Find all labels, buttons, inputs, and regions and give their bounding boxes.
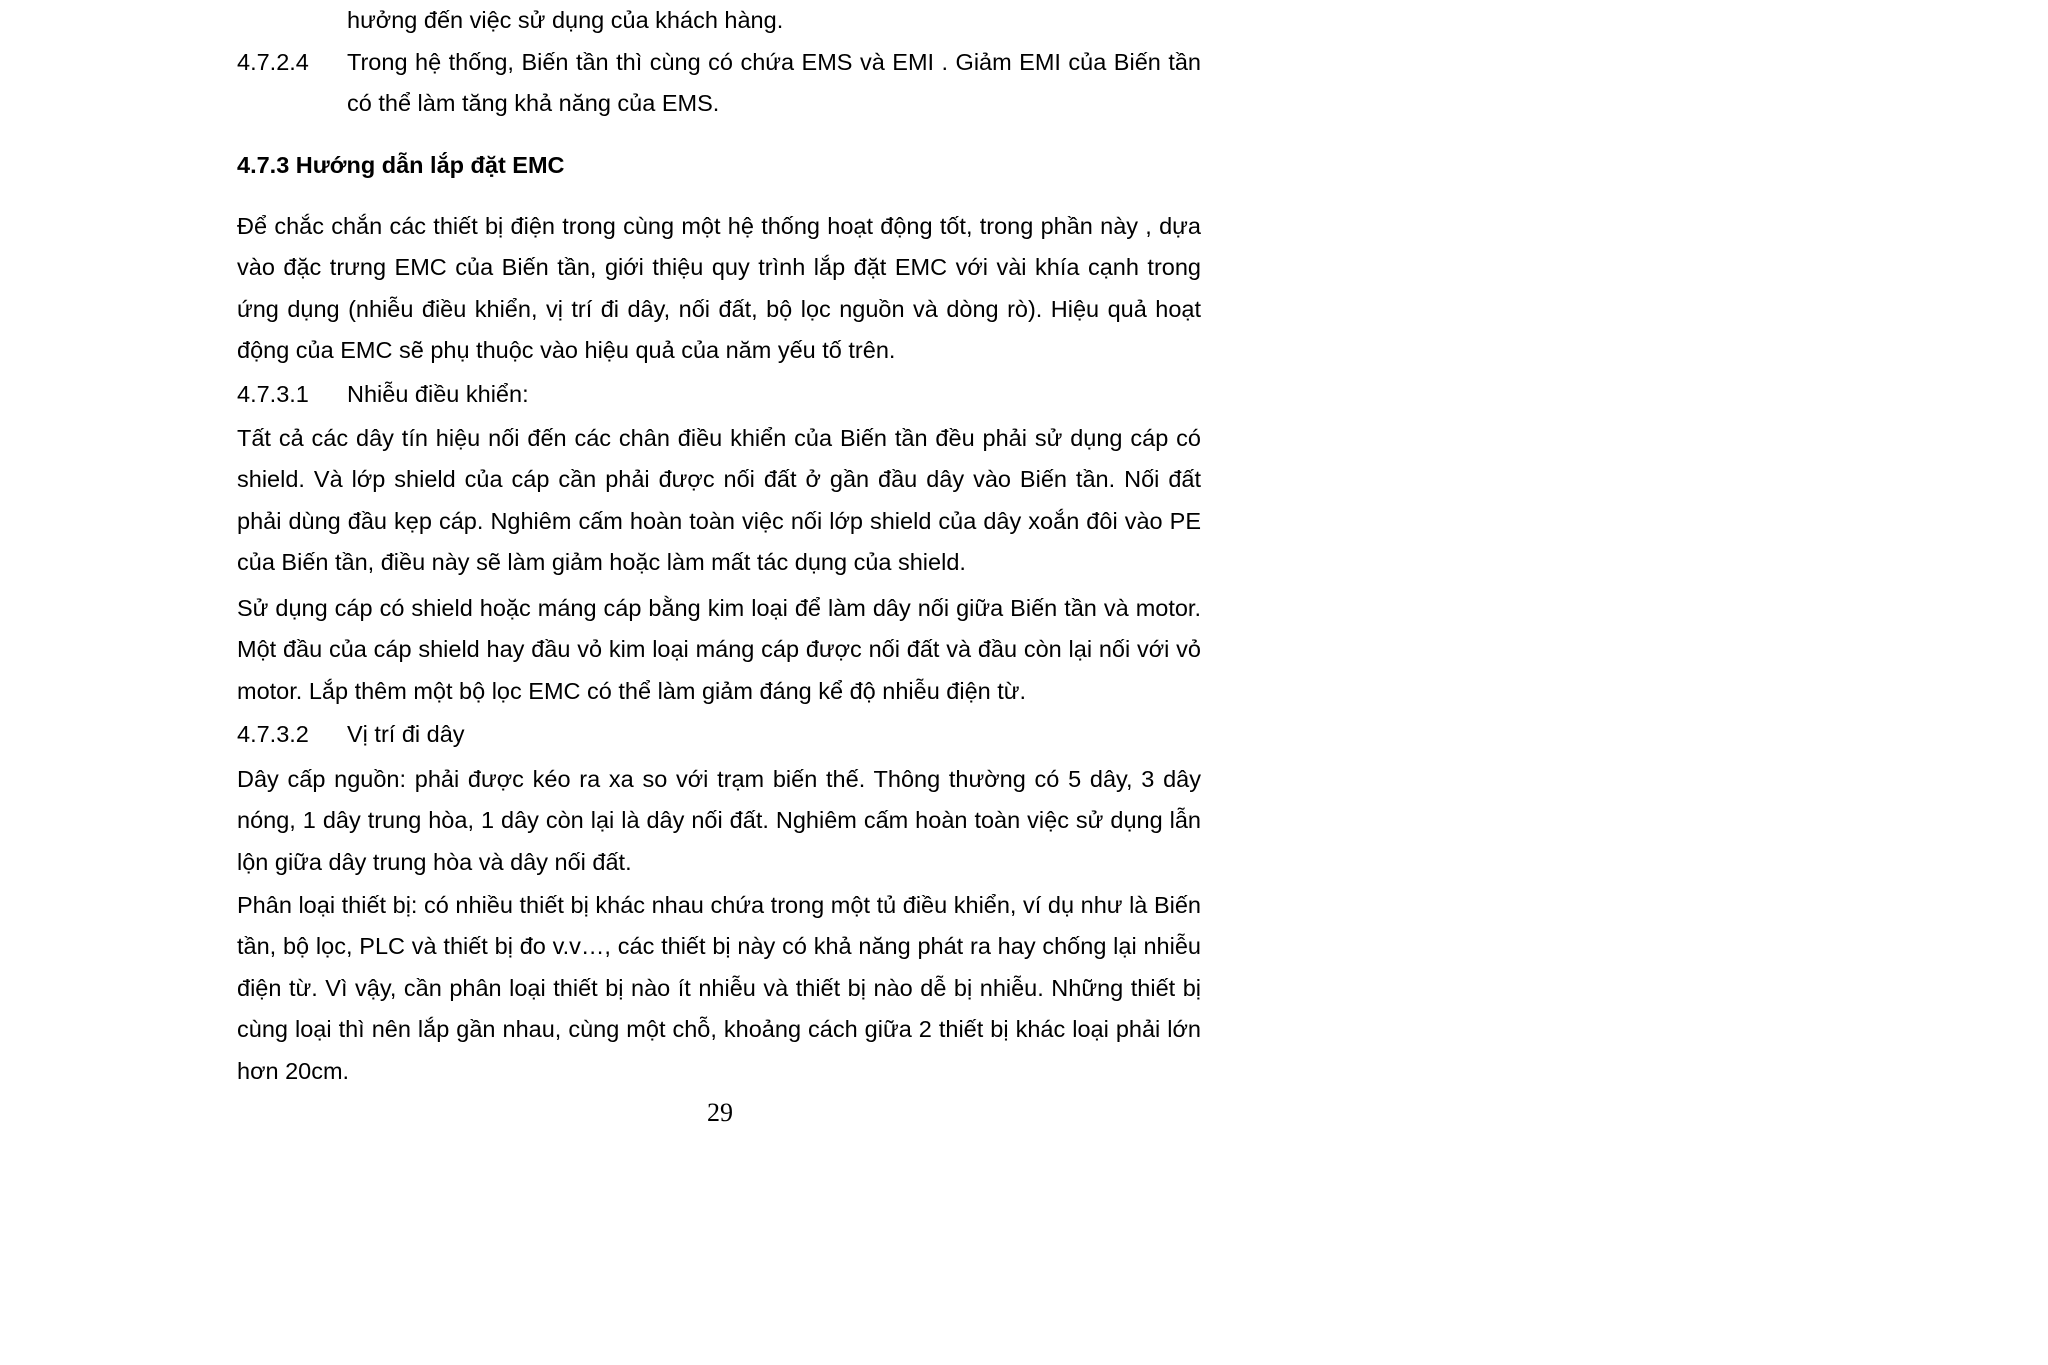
- item-number: 4.7.2.4: [237, 49, 309, 75]
- item-title: Nhiễu điều khiển:: [347, 381, 529, 407]
- paragraph-shield: Tất cả các dây tín hiệu nối đến các chân điều khiển của Biến tần đều phải sử dụng cáp có shield. Và lớp shield của cáp cần phải được nối đất ở gần đầu dây vào Biến tần. Nối đất phải dùng đầu kẹp cáp. Nghiêm cấm hoàn toàn việc nối lớp shield của dây xoắn đôi vào PE của Biến tần, điều này sẽ làm giảm hoặc làm mất tác dụng của shield.: [237, 425, 1201, 576]
- item-number: 4.7.3.2: [237, 721, 309, 747]
- page-number: 29: [707, 1098, 733, 1127]
- item-4-7-3-2: [237, 714, 1201, 755]
- item-4-7-2-4: [237, 42, 1201, 125]
- paragraph-power-supply: Dây cấp nguồn: phải được kéo ra xa so với trạm biến thế. Thông thường có 5 dây, 3 dây nóng, 1 dây trung hòa, 1 dây còn lại là dây nối đất. Nghiêm cấm hoàn toàn việc sử dụng lẫn lộn giữa dây trung hòa và dây nối đất.: [237, 766, 1201, 875]
- section-heading: 4.7.3 Hướng dẫn lắp đặt EMC: [237, 152, 565, 178]
- paragraph-motor: Sử dụng cáp có shield hoặc máng cáp bằng kim loại để làm dây nối giữa Biến tần và motor. Một đầu của cáp shield hay đầu vỏ kim loại máng cáp được nối đất và đầu còn lại nối với vỏ motor. Lắp thêm một bộ lọc EMC có thể làm giảm đáng kể độ nhiễu điện từ.: [237, 595, 1201, 704]
- intro-paragraph: Để chắc chắn các thiết bị điện trong cùng một hệ thống hoạt động tốt, trong phần này , dựa vào đặc trưng EMC của Biến tần, giới thiệu quy trình lắp đặt EMC với vài khía cạnh trong ứng dụng (nhiễu điều khiển, vị trí đi dây, nối đất, bộ lọc nguồn và dòng rò). Hiệu quả hoạt động của EMC sẽ phụ thuộc vào hiệu quả của năm yếu tố trên.: [237, 213, 1201, 364]
- item-text: Trong hệ thống, Biến tần thì cùng có chứa EMS và EMI . Giảm EMI của Biến tần có thể làm tăng khả năng của EMS.: [347, 49, 1201, 117]
- continuation-text: hưởng đến việc sử dụng của khách hàng.: [347, 7, 784, 33]
- item-number: 4.7.3.1: [237, 381, 309, 407]
- paragraph-device-classification: Phân loại thiết bị: có nhiều thiết bị khác nhau chứa trong một tủ điều khiển, ví dụ như là Biến tần, bộ lọc, PLC và thiết bị đo v.v…, các thiết bị này có khả năng phát ra hay chống lại nhiễu điện từ. Vì vậy, cần phân loại thiết bị nào ít nhiễu và thiết bị nào dễ bị nhiễu. Những thiết bị cùng loại thì nên lắp gần nhau, cùng một chỗ, khoảng cách giữa 2 thiết bị khác loại phải lớn hơn 20cm.: [237, 892, 1201, 1084]
- item-title: Vị trí đi dây: [347, 721, 465, 747]
- item-4-7-3-1: [237, 374, 1201, 415]
